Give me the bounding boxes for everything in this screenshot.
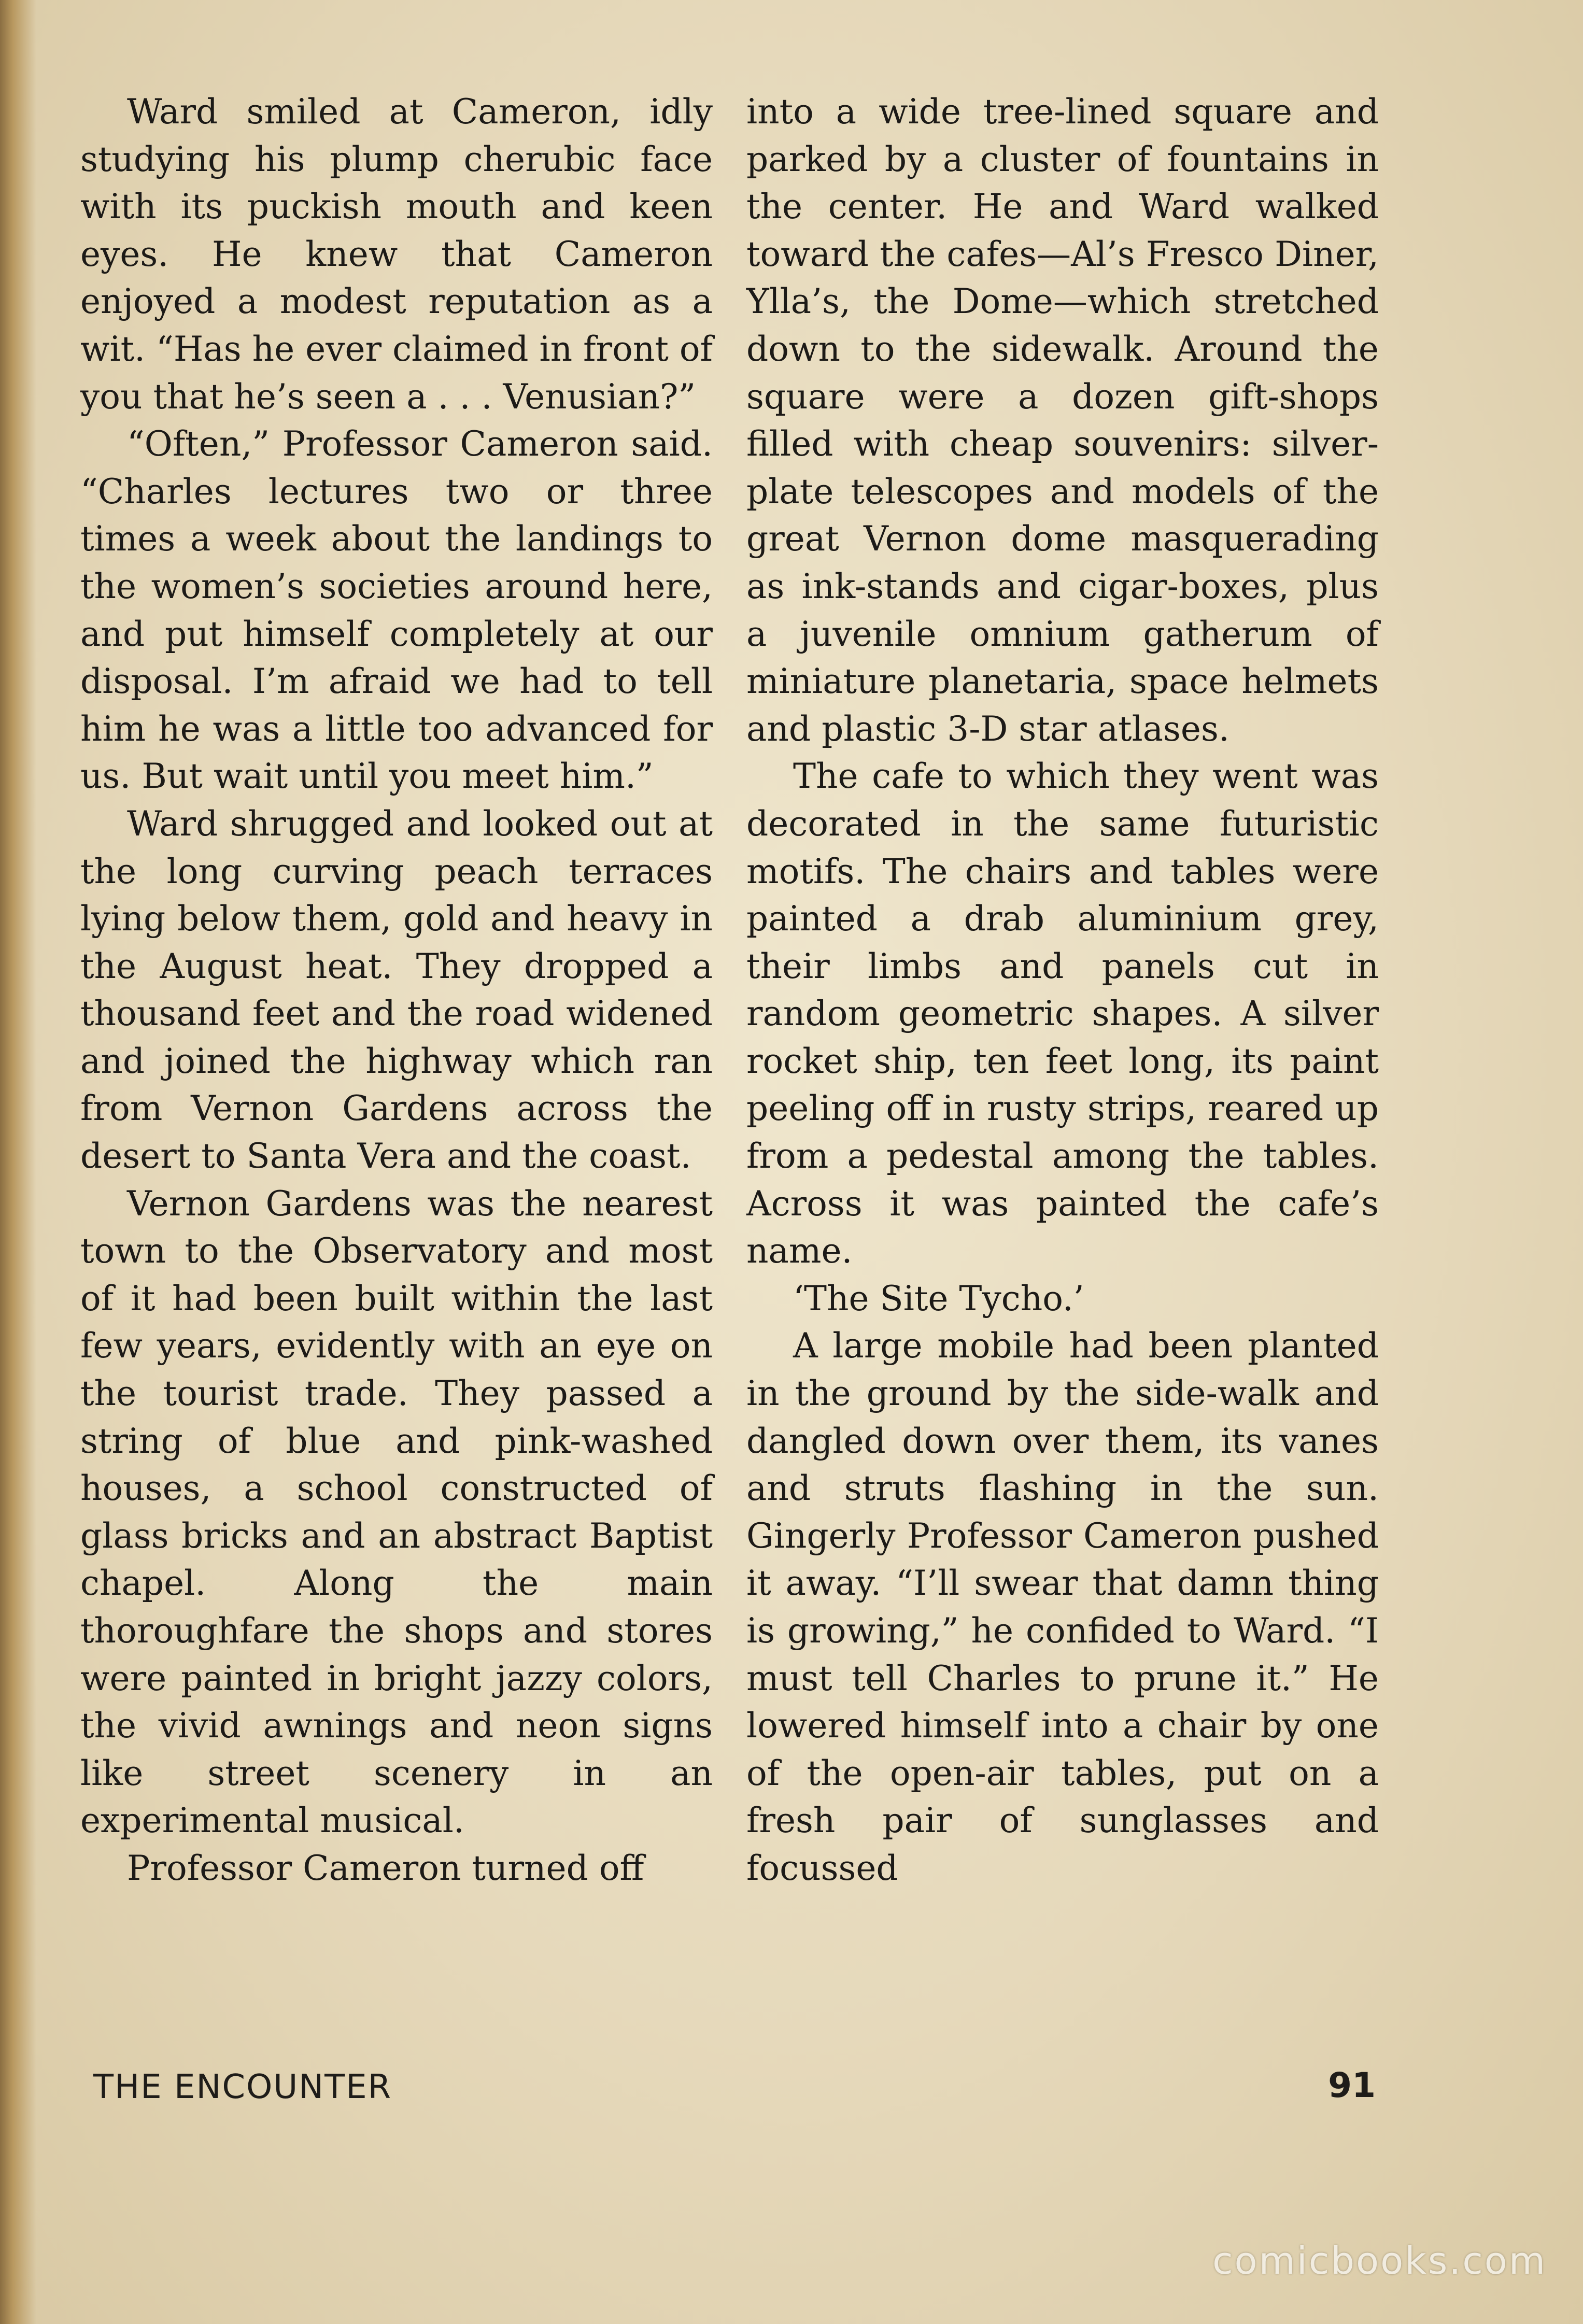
page-number: 91 [1328, 2065, 1376, 2105]
site-watermark: comicbooks.com [1212, 2239, 1547, 2283]
paragraph: Ward smiled at Cameron, idly studying his plump cherubic face with its puckish mouth and keen eyes. He knew that Cameron enjoyed a modest reputation as a wit. “Has he ever claimed in front of you that he’s seen a . . . Venusian?” [80, 92, 713, 417]
paragraph: Ward shrugged and looked out at the long curving peach terraces lying below them, gold and heavy in the August heat. They dropped a thousand feet and the road widened and joined the highway which ran from Vernon Gardens across the desert to Santa Vera and the coast. [80, 803, 713, 1177]
text-column-left [80, 88, 713, 1892]
text-column-right [746, 88, 1379, 1892]
running-footer-title: THE ENCOUNTER [93, 2068, 392, 2106]
paragraph: ‘The Site Tycho.’ [793, 1278, 1084, 1319]
paragraph: The cafe to which they went was decorated in the same futuristic motifs. The chairs and tables were painted a drab aluminium grey, their limbs and panels cut in random geometric shapes. A silver rocket ship, ten feet long, its paint peeling off in rusty strips, reared up from a pedestal among the tables. Across it was painted the cafe’s name. [746, 756, 1379, 1271]
paragraph: Professor Cameron turned off [127, 1848, 644, 1888]
paragraph: “Often,” Professor Cameron said. “Charles lectures two or three times a week about the landings to the women’s societies around here, and put himself completely at our disposal. I’m afraid we had to tell him he was a little too advanced for us. But wait until you meet him.” [80, 424, 713, 797]
paragraph: Vernon Gardens was the nearest town to the Observatory and most of it had been built within the last few years, evidently with an eye on the tourist trade. They passed a string of blue and pink-washed houses, a school constructed of glass bricks and an abstract Baptist chapel. Along the main thoroughfare the shops and stores were painted in bright jazzy colors, the vivid awnings and neon signs like street scenery in an experimental musical. [80, 1183, 713, 1841]
paragraph-continued: into a wide tree-lined square and parked by a cluster of fountains in the center. He and Ward walked toward the cafes—Al’s Fresco Diner, Ylla’s, the Dome—which stretched down to the sidewalk. Around the square were a dozen gift-shops filled with cheap souvenirs: silver-plate telescopes and models of the great Vernon dome masquerading as ink-stands and cigar-boxes, plus a juvenile omnium gatherum of miniature planetaria, space helmets and plastic 3-D star atlases. [746, 92, 1379, 749]
paragraph: A large mobile had been planted in the ground by the side-walk and dangled down over them, its vanes and struts flashing in the sun. Gingerly Professor Cameron pushed it away. “I’ll swear that damn thing is growing,” he confided to Ward. “I must tell Charles to prune it.” He lowered himself into a chair by one of the open-air tables, put on a fresh pair of sunglasses and focussed [746, 1326, 1379, 1888]
page-gutter-shadow [0, 0, 36, 2324]
